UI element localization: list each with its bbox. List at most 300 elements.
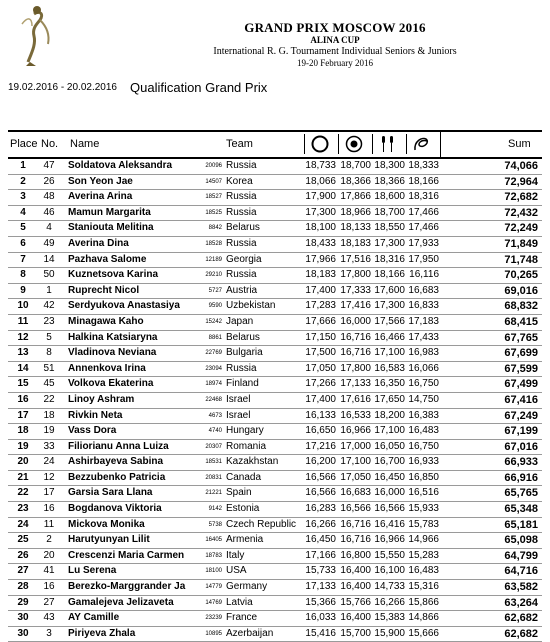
row-score-ball: 17,800 [340, 362, 371, 374]
col-team: Team [226, 138, 253, 150]
row-number: 23 [43, 315, 55, 327]
row-place: 29 [17, 596, 29, 608]
table-row [8, 237, 542, 253]
row-score-hoop: 16,200 [305, 456, 336, 468]
row-score-clubs: 18,166 [374, 269, 405, 281]
row-name: Staniouta Melitina [68, 222, 154, 234]
row-number: 17 [43, 487, 55, 499]
row-score-hoop: 17,150 [305, 331, 336, 343]
row-team: Israel [226, 409, 251, 421]
table-row [8, 268, 542, 284]
row-license: 20307 [205, 443, 222, 450]
row-number: 48 [43, 191, 55, 203]
row-name: Garsia Sara Llana [68, 487, 153, 499]
row-sum: 72,682 [504, 191, 538, 204]
clubs-icon [372, 134, 403, 154]
row-score-hoop: 16,450 [305, 534, 336, 546]
row-score-clubs: 18,300 [374, 160, 405, 171]
row-score-ribbon: 16,750 [408, 440, 439, 452]
row-sum: 67,199 [504, 425, 538, 438]
row-score-ball: 18,133 [340, 222, 371, 234]
row-score-ball: 16,400 [340, 581, 371, 593]
row-name: Ruprecht Nicol [68, 284, 140, 296]
row-place: 22 [17, 487, 29, 499]
row-score-hoop: 16,266 [305, 518, 336, 530]
row-license: 14769 [205, 599, 222, 606]
row-name: Vladinova Neviana [68, 347, 157, 359]
row-name: Annenkova Irina [68, 362, 146, 374]
row-score-ribbon: 14,866 [408, 612, 439, 624]
table-row [8, 424, 542, 440]
row-number: 42 [43, 300, 55, 312]
row-name: Mamun Margarita [68, 206, 151, 218]
row-license: 15242 [205, 318, 222, 325]
row-license: 14507 [205, 178, 222, 185]
date-range: 19.02.2016 - 20.02.2016 [8, 82, 117, 93]
row-score-ribbon: 16,750 [408, 378, 439, 390]
row-license: 18783 [205, 552, 222, 559]
row-team: Russia [226, 206, 257, 218]
stage-title: Qualification Grand Prix [130, 80, 268, 95]
row-score-ribbon: 17,433 [408, 331, 439, 343]
row-score-ball: 18,966 [340, 206, 371, 218]
row-score-hoop: 17,266 [305, 378, 336, 390]
row-team: Hungary [226, 425, 264, 437]
row-license: 9142 [208, 506, 222, 513]
row-name: Son Yeon Jae [68, 175, 133, 187]
table-row [8, 518, 542, 534]
row-team: Russia [226, 269, 257, 281]
row-team: Latvia [226, 596, 253, 608]
row-license: 10895 [205, 630, 222, 637]
results-rows [8, 159, 542, 642]
row-score-ball: 16,400 [340, 612, 371, 624]
row-score-clubs: 18,600 [374, 191, 405, 203]
row-score-clubs: 17,300 [374, 237, 405, 249]
row-license: 8842 [208, 225, 222, 232]
row-score-hoop: 16,133 [305, 409, 336, 421]
row-score-ball: 17,616 [340, 393, 371, 405]
row-sum: 66,933 [504, 456, 538, 469]
row-sum: 71,849 [504, 237, 538, 250]
row-license: 8861 [208, 334, 222, 341]
row-team: Spain [226, 487, 252, 499]
row-score-hoop: 17,900 [305, 191, 336, 203]
table-row [8, 362, 542, 378]
table-row [8, 284, 542, 300]
row-number: 22 [43, 393, 55, 405]
row-score-clubs: 15,900 [374, 627, 405, 639]
row-score-ribbon: 16,983 [408, 347, 439, 359]
row-name: Averina Dina [68, 237, 129, 249]
ball-icon [338, 134, 369, 154]
table-row [8, 315, 542, 331]
row-place: 24 [17, 518, 29, 530]
row-score-ribbon: 16,483 [408, 565, 439, 577]
row-license: 23239 [205, 615, 222, 622]
row-license: 20831 [205, 474, 222, 481]
row-score-ball: 16,566 [340, 503, 371, 515]
row-name: Bezzubenko Patricia [68, 471, 166, 483]
row-sum: 66,916 [504, 471, 538, 484]
row-sum: 63,582 [504, 581, 538, 594]
row-license: 18974 [205, 381, 222, 388]
row-team: France [226, 612, 258, 624]
row-team: Kazakhstan [226, 456, 279, 468]
row-number: 18 [43, 409, 55, 421]
row-score-clubs: 17,300 [374, 300, 405, 312]
row-place: 25 [17, 534, 29, 546]
row-score-ribbon: 14,750 [408, 393, 439, 405]
row-name: Minagawa Kaho [68, 315, 144, 327]
row-sum: 67,249 [504, 409, 538, 422]
table-row [8, 221, 542, 237]
row-score-ball: 17,100 [340, 456, 371, 468]
row-score-ribbon: 17,933 [408, 237, 439, 249]
row-name: Vass Dora [68, 425, 117, 437]
row-score-clubs: 16,966 [374, 534, 405, 546]
row-place: 5 [20, 222, 26, 234]
hoop-icon [304, 134, 335, 154]
row-team: Russia [226, 362, 257, 374]
row-score-ball: 17,333 [340, 284, 371, 296]
row-score-clubs: 17,100 [374, 347, 405, 359]
row-team: Armenia [226, 534, 264, 546]
row-team: Uzbekistan [226, 300, 276, 312]
row-score-ball: 15,766 [340, 596, 371, 608]
row-name: Kuznetsova Karina [68, 269, 159, 281]
row-score-ribbon: 18,316 [408, 191, 439, 203]
row-name: Bogdanova Viktoria [68, 503, 162, 515]
row-score-clubs: 18,700 [374, 206, 405, 218]
row-score-ribbon: 16,850 [408, 471, 439, 483]
row-place: 15 [17, 378, 29, 390]
row-sum: 67,765 [504, 331, 538, 344]
row-score-hoop: 18,100 [305, 222, 336, 234]
row-license: 29210 [205, 272, 222, 279]
row-score-ribbon: 16,833 [408, 300, 439, 312]
row-number: 1 [46, 284, 52, 296]
row-number: 12 [43, 471, 55, 483]
table-row [8, 299, 542, 315]
row-score-hoop: 17,166 [305, 549, 336, 561]
row-sum: 67,016 [504, 440, 538, 453]
row-place: 4 [20, 206, 26, 218]
row-score-ball: 16,716 [340, 534, 371, 546]
row-score-ribbon: 16,683 [408, 284, 439, 296]
row-score-hoop: 17,050 [305, 362, 336, 374]
row-license: 4673 [208, 412, 222, 419]
row-name: Volkova Ekaterina [68, 378, 154, 390]
row-license: 4740 [208, 428, 222, 435]
row-place: 20 [17, 456, 29, 468]
row-sum: 67,416 [504, 393, 538, 406]
row-place: 1 [20, 160, 26, 171]
row-score-hoop: 18,183 [305, 269, 336, 281]
row-sum: 67,699 [504, 347, 538, 360]
row-sum: 65,181 [504, 518, 538, 531]
row-place: 2 [20, 175, 26, 187]
row-license: 18528 [205, 240, 222, 247]
row-sum: 64,799 [504, 549, 538, 562]
row-score-ball: 15,700 [340, 627, 371, 639]
row-place: 9 [20, 284, 26, 296]
row-score-clubs: 16,450 [374, 471, 405, 483]
row-score-ribbon: 15,666 [408, 627, 439, 639]
row-score-ball: 17,800 [340, 269, 371, 281]
row-place: 17 [17, 409, 29, 421]
row-place: 11 [17, 315, 29, 327]
gymnast-logo-icon [10, 4, 62, 70]
row-name: Filiorianu Anna Luiza [68, 440, 169, 452]
table-row [8, 564, 542, 580]
row-team: Georgia [226, 253, 262, 265]
row-score-clubs: 16,416 [374, 518, 405, 530]
row-score-hoop: 16,283 [305, 503, 336, 515]
row-license: 18527 [205, 194, 222, 201]
table-row [8, 549, 542, 565]
row-score-ribbon: 17,466 [408, 206, 439, 218]
row-number: 33 [43, 440, 55, 452]
row-score-ribbon: 16,516 [408, 487, 439, 499]
row-score-hoop: 16,566 [305, 487, 336, 499]
row-place: 21 [17, 471, 29, 483]
row-team: Korea [226, 175, 253, 187]
table-row [8, 253, 542, 269]
row-place: 6 [20, 237, 26, 249]
row-name: Linoy Ashram [68, 393, 135, 405]
row-number: 19 [43, 425, 55, 437]
row-score-ball: 18,700 [340, 160, 371, 171]
row-sum: 68,832 [504, 300, 538, 313]
row-score-ribbon: 18,166 [408, 175, 439, 187]
row-license: 22769 [205, 350, 222, 357]
row-name: Serdyukova Anastasiya [68, 300, 180, 312]
table-row [8, 502, 542, 518]
row-score-clubs: 16,583 [374, 362, 405, 374]
row-place: 27 [17, 565, 29, 577]
row-score-clubs: 17,100 [374, 425, 405, 437]
row-sum: 68,415 [504, 315, 538, 328]
table-row [8, 190, 542, 206]
row-score-hoop: 17,400 [305, 393, 336, 405]
row-team: Belarus [226, 331, 260, 343]
row-sum: 72,249 [504, 222, 538, 235]
row-score-clubs: 14,733 [374, 581, 405, 593]
row-score-clubs: 16,100 [374, 565, 405, 577]
row-score-ribbon: 17,183 [408, 315, 439, 327]
row-team: Estonia [226, 503, 260, 515]
row-sum: 70,265 [504, 269, 538, 282]
row-score-clubs: 15,383 [374, 612, 405, 624]
row-number: 20 [43, 549, 55, 561]
row-score-ribbon: 16,066 [408, 362, 439, 374]
row-license: 18100 [205, 568, 222, 575]
row-score-ribbon: 17,466 [408, 222, 439, 234]
row-place: 26 [17, 549, 29, 561]
row-score-ribbon: 15,783 [408, 518, 439, 530]
table-row [8, 393, 542, 409]
row-place: 19 [17, 440, 29, 452]
table-row [8, 580, 542, 596]
row-number: 50 [43, 269, 55, 281]
results-table [8, 130, 542, 642]
row-score-clubs: 18,366 [374, 175, 405, 187]
row-score-hoop: 16,650 [305, 425, 336, 437]
row-score-clubs: 17,566 [374, 315, 405, 327]
row-score-ribbon: 18,333 [408, 160, 439, 171]
row-team: Russia [226, 237, 257, 249]
row-number: 49 [43, 237, 55, 249]
row-number: 26 [43, 175, 55, 187]
row-score-ball: 17,866 [340, 191, 371, 203]
table-row [8, 206, 542, 222]
table-row [8, 596, 542, 612]
row-team: Israel [226, 393, 251, 405]
table-row [8, 471, 542, 487]
row-score-clubs: 18,200 [374, 409, 405, 421]
row-number: 16 [43, 503, 55, 515]
row-name: Pazhava Salome [68, 253, 147, 265]
row-score-ball: 17,050 [340, 471, 371, 483]
row-team: Japan [226, 315, 254, 327]
row-score-hoop: 17,216 [305, 440, 336, 452]
row-score-ribbon: 16,116 [409, 269, 439, 281]
row-score-ball: 16,716 [340, 518, 371, 530]
row-number: 11 [43, 518, 55, 530]
row-score-ball: 18,366 [340, 175, 371, 187]
row-place: 18 [17, 425, 29, 437]
tournament-dates: 19-20 February 2016 [297, 58, 373, 68]
col-sum: Sum [508, 138, 531, 150]
row-score-ribbon: 15,316 [408, 581, 439, 593]
row-sum: 72,432 [504, 206, 538, 219]
row-place: 7 [20, 253, 26, 265]
row-place: 12 [17, 331, 29, 343]
row-score-ribbon: 17,950 [408, 253, 439, 265]
row-number: 5 [46, 331, 52, 343]
row-place: 13 [17, 347, 29, 359]
row-sum: 65,348 [504, 503, 538, 516]
row-score-ribbon: 15,283 [408, 549, 439, 561]
row-score-ball: 16,966 [340, 425, 371, 437]
row-score-hoop: 15,416 [305, 627, 336, 639]
table-row [8, 440, 542, 456]
row-number: 14 [43, 253, 55, 265]
row-name: Rivkin Neta [68, 409, 123, 421]
row-score-clubs: 18,316 [374, 253, 405, 265]
row-team: Finland [226, 378, 259, 390]
row-license: 16405 [205, 537, 222, 544]
cup-name: ALINA CUP [310, 35, 360, 45]
row-name: AY Camille [68, 612, 120, 624]
row-score-hoop: 17,283 [305, 300, 336, 312]
row-score-ribbon: 16,483 [408, 425, 439, 437]
table-row [8, 627, 542, 642]
row-score-clubs: 16,050 [374, 440, 405, 452]
row-score-hoop: 18,066 [305, 175, 336, 187]
row-team: Russia [226, 160, 257, 171]
row-score-hoop: 15,733 [305, 565, 336, 577]
row-number: 47 [43, 160, 55, 171]
table-row [8, 611, 542, 627]
row-name: Harutyunyan Lilit [68, 534, 150, 546]
row-sum: 65,765 [504, 487, 538, 500]
row-score-clubs: 18,550 [374, 222, 405, 234]
row-name: Crescenzi Maria Carmen [68, 549, 185, 561]
row-sum: 65,098 [504, 534, 538, 547]
row-license: 14779 [205, 584, 222, 591]
row-name: Berezko-Marggrander Ja [68, 581, 186, 593]
row-team: Russia [226, 191, 257, 203]
row-team: Germany [226, 581, 268, 593]
row-score-ball: 16,000 [340, 315, 371, 327]
row-score-hoop: 17,300 [305, 206, 336, 218]
row-number: 8 [46, 347, 52, 359]
row-license: 21221 [205, 490, 222, 497]
row-team: Romania [226, 440, 267, 452]
table-row [8, 533, 542, 549]
row-sum: 62,682 [504, 612, 538, 625]
row-license: 20096 [205, 163, 222, 169]
row-score-clubs: 16,000 [374, 487, 405, 499]
col-name: Name [70, 138, 100, 150]
row-score-hoop: 17,666 [305, 315, 336, 327]
row-license: 5738 [208, 521, 222, 528]
row-score-clubs: 16,350 [374, 378, 405, 390]
row-score-ball: 18,183 [340, 237, 371, 249]
row-score-clubs: 16,700 [374, 456, 405, 468]
row-score-ball: 17,416 [340, 300, 371, 312]
row-place: 23 [17, 503, 29, 515]
row-name: Piriyeva Zhala [68, 627, 136, 639]
ribbon-icon [406, 134, 437, 154]
row-score-ball: 17,133 [340, 378, 371, 390]
row-score-clubs: 17,650 [374, 393, 405, 405]
row-score-ribbon: 15,866 [408, 596, 439, 608]
row-score-hoop: 17,500 [305, 347, 336, 359]
row-number: 43 [43, 612, 55, 624]
row-score-ribbon: 14,966 [408, 534, 439, 546]
row-score-ball: 17,000 [340, 440, 371, 452]
row-team: USA [226, 565, 247, 577]
col-no: No. [41, 138, 59, 150]
row-score-ball: 16,683 [340, 487, 371, 499]
row-team: Belarus [226, 222, 260, 234]
tournament-name: International R. G. Tournament Individual Seniors & Juniors [213, 46, 457, 57]
row-sum: 62,682 [504, 627, 538, 640]
table-row [8, 409, 542, 425]
row-name: Mickova Monika [68, 518, 145, 530]
row-place: 28 [17, 581, 29, 593]
row-sum: 69,016 [504, 284, 538, 297]
row-number: 2 [46, 534, 52, 546]
row-place: 30 [17, 627, 29, 639]
row-license: 9590 [208, 303, 222, 310]
row-name: Averina Arina [68, 191, 133, 203]
table-row [8, 331, 542, 347]
row-sum: 64,716 [504, 565, 538, 578]
row-number: 24 [43, 456, 55, 468]
row-team: Canada [226, 471, 262, 483]
row-score-ball: 16,400 [340, 565, 371, 577]
header-divider [440, 132, 441, 157]
row-place: 8 [20, 269, 26, 281]
table-row [8, 159, 542, 175]
row-name: Lu Serena [68, 565, 117, 577]
row-score-ball: 17,516 [340, 253, 371, 265]
row-place: 10 [17, 300, 29, 312]
